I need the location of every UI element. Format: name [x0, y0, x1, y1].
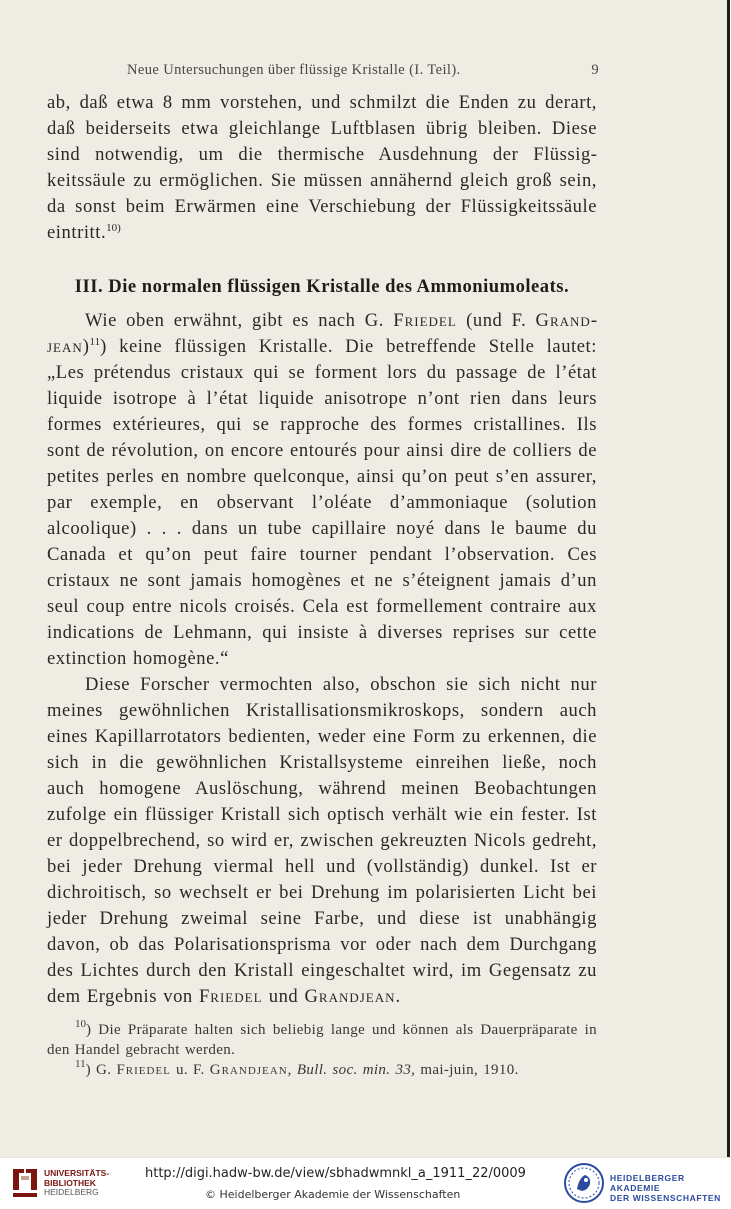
footnote-11-comma: , [287, 1062, 292, 1078]
author-grandjean-2: Grandjean [304, 986, 396, 1007]
footnote-11-mark: 11 [75, 1058, 86, 1070]
paragraph-1 [47, 90, 597, 246]
academy-line-2: DER WISSENSCHAFTEN [610, 1193, 721, 1203]
paragraph-3-end: . [395, 986, 401, 1007]
paragraph-3-text: Diese Forscher vermochten also, obschon sie sich nicht nur meines gewöhnlichen Kristallisationsmikroskops, sondern auch eines Kapillarrotators bedienten, weder eine Form zu erkennen, die sich in die gewöhnlichen Kristallsysteme einreihen ließe, noch auch homogene Auslöschung, während meinen Beobachtungen zufolge ein flüssiger Kristall sich optisch verhält wie ein fester. Ist er doppelbrechend, so wird er, zwischen gekreuzten Nicols gedreht, bei jeder Drehung viermal hell und (vollständig) dunkel. Ist er dichroitisch, so wechselt er bei Drehung im polarisierten Licht bei jeder Drehung zweimal seine Farbe, und diese ist unabhängig davon, ob das Polarisationsprisma vor oder nach dem Durchgang des Lichtes durch den Kristall eingeschaltet wird, im Gegensatz zu dem Ergebnis von [47, 674, 597, 1007]
footnote-10-text: ) Die Präparate halten sich beliebig lange und können als Dauerpräparate in den Handel gebracht werden. [47, 1022, 597, 1058]
copyright-notice: © Heidelberger Akademie der Wissenschaften [205, 1188, 461, 1201]
academy-seal-icon[interactable] [563, 1162, 605, 1204]
footnote-ref-11: 11 [89, 336, 101, 348]
author-grandjean: Grandjean [47, 310, 598, 357]
paragraph-2-start: Wie oben erwähnt, gibt es nach G. [85, 310, 384, 331]
library-name [44, 1169, 109, 1198]
library-line-1: UNIVERSITÄTS- [44, 1168, 110, 1178]
library-line-2: BIBLIOTHEK [44, 1177, 96, 1188]
paragraph-3-und: und [268, 986, 299, 1007]
paragraph-2 [47, 308, 597, 672]
footnote-separator [47, 1010, 597, 1020]
academy-name [610, 1173, 731, 1203]
footer-bar [0, 1157, 731, 1209]
page-number: 9 [591, 62, 599, 78]
footnote-11-mid: u. F. [176, 1062, 205, 1078]
footnote-11-journal: Bull. soc. min. 33 [296, 1062, 412, 1078]
academy-line-1: HEIDELBERGER AKADEMIE [610, 1173, 685, 1193]
footnote-11-pre: ) G. [85, 1062, 112, 1078]
footnote-10-mark: 10 [75, 1018, 86, 1030]
paragraph-2-rest: ) keine flüssigen Kristalle. Die betreffende Stelle lautet: „Les prétendus cristaux qui se forment lors du passage de l’état liquide isotrope à l’état liquide anisotrope n’ont rien dans leurs formes extérieures, qui se rapproche des formes cristallines. Ils sont de révolution, on encore entourés pour ainsi dire de colliers de petites perles en nombre quelconque, ainsi qu’on peut s’en assurer, par exemple, en observant l’oléate d’ammoniaque (solution alcoolique) . . . dans un tube capillaire noyé dans le baume du Canada et qu’on peut faire tourner pendant l’observation. Ces cristaux ne sont jamais homogènes et ne s’éteignent jamais d’un seul coup entre nicols croisés. Cela est formellement contraire aux indications de Lehmann, qui insiste à diverses reprises sur cette extinction homogène.“ [47, 336, 597, 669]
ub-heidelberg-logo-icon[interactable] [10, 1166, 40, 1200]
paragraph-2-mid: (und F. [466, 310, 527, 331]
page-content [47, 62, 597, 1080]
library-line-3: HEIDELBERG [44, 1187, 99, 1197]
paragraph-1-text: ab, daß etwa 8 mm vorstehen, und schmilzt die Enden zu derart, daß beiderseits etwa gleichlange Luftblasen übrig bleiben. Diese sind notwendig, um die thermische Ausdehnung der Flüssigkeitssäule zu ermöglichen. Sie müssen annähernd gleich groß sein, da sonst beim Erwärmen eine Verschiebung der Flüssigkeitssäule eintritt. [47, 92, 597, 243]
paragraph-2-close: ) [82, 336, 90, 357]
permalink-url[interactable]: http://digi.hadw-bw.de/view/sbhadwmnkl_a_1911_22/0009 [145, 1166, 526, 1181]
footnote-11-author-grandjean: Grandjean [209, 1062, 288, 1078]
footnote-10 [47, 1020, 597, 1060]
footnote-ref-10: 10) [106, 222, 121, 234]
running-header [47, 62, 597, 88]
running-title: Neue Untersuchungen über flüssige Kristalle (I. Teil). [127, 62, 461, 78]
footnote-11-author-friedel: Friedel [116, 1062, 171, 1078]
footnote-ref-10-number: 10 [106, 222, 118, 234]
author-friedel-2: Friedel [198, 986, 263, 1007]
footnote-11 [47, 1060, 597, 1080]
footnote-11-post: , mai-juin, 1910. [411, 1062, 519, 1078]
author-friedel: Friedel [393, 310, 457, 331]
paragraph-3 [47, 672, 597, 1010]
section-heading: III. Die normalen flüssigen Kristalle des Ammoniumoleats. [74, 276, 570, 297]
